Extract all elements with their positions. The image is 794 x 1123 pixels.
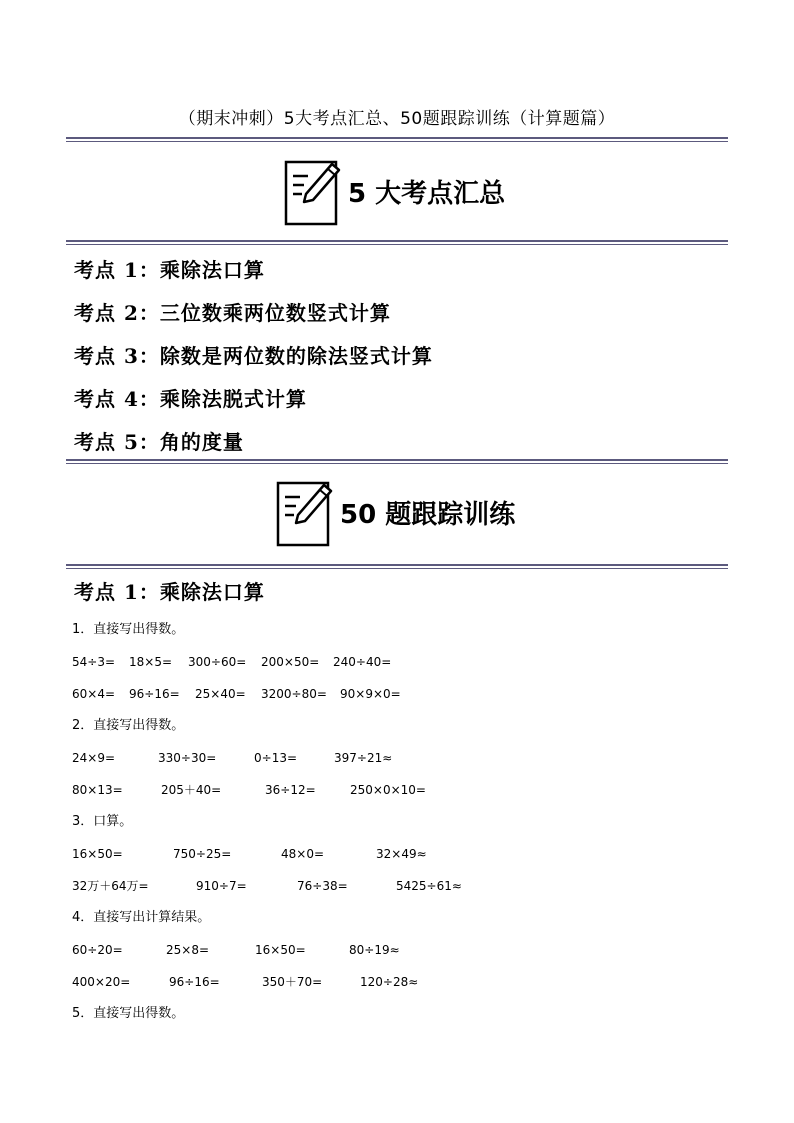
question-title: 1．直接写出得数。	[72, 622, 185, 637]
problem-item: 60÷20=	[72, 943, 123, 957]
question-title: 4．直接写出计算结果。	[72, 910, 211, 925]
banner-training	[276, 477, 515, 547]
problem-row	[72, 845, 732, 877]
problem-item: 3200÷80=	[261, 687, 327, 701]
problem-item: 96÷16=	[169, 975, 220, 989]
problem-row	[72, 653, 732, 685]
notepad-pencil-icon	[276, 477, 334, 547]
problem-row	[72, 749, 732, 781]
banner-summary-label: 5 大考点汇总	[348, 178, 506, 209]
problem-item: 397÷21≈	[334, 751, 393, 765]
problem-item: 240÷40=	[333, 655, 392, 669]
problem-item: 330÷30=	[158, 751, 217, 765]
problem-list	[72, 621, 732, 1037]
problem-item: 16×50=	[255, 943, 306, 957]
divider	[66, 240, 728, 245]
problem-item: 910÷7=	[196, 879, 247, 893]
problem-item: 60×4=	[72, 687, 116, 701]
problem-item: 200×50=	[261, 655, 320, 669]
problem-item: 48×0=	[281, 847, 325, 861]
problem-item: 32万＋64万=	[72, 879, 149, 893]
divider	[66, 564, 728, 569]
key-point-item: 考点 1：乘除法口算	[74, 258, 265, 282]
problem-item: 36÷12=	[265, 783, 316, 797]
problem-row	[72, 685, 732, 717]
divider	[66, 137, 728, 142]
key-point-list	[74, 256, 433, 471]
page-title: （期末冲刺）5大考点汇总、50题跟踪训练（计算题篇）	[178, 109, 616, 129]
problem-item: 400×20=	[72, 975, 131, 989]
problem-item: 120÷28≈	[360, 975, 419, 989]
banner-training-label: 50 题跟踪训练	[340, 499, 516, 530]
key-point-item: 考点 5：角的度量	[74, 430, 244, 454]
notepad-pencil-icon	[284, 156, 342, 226]
section-heading: 考点 1：乘除法口算	[74, 580, 265, 604]
question-title: 2．直接写出得数。	[72, 718, 185, 733]
problem-row	[72, 973, 732, 1005]
problem-item: 76÷38=	[297, 879, 348, 893]
problem-item: 90×9×0=	[340, 687, 401, 701]
problem-item: 32×49≈	[376, 847, 427, 861]
problem-item: 25×40=	[195, 687, 246, 701]
divider	[66, 459, 728, 464]
problem-row	[72, 941, 732, 973]
problem-item: 0÷13=	[254, 751, 298, 765]
question-title: 5．直接写出得数。	[72, 1006, 185, 1021]
problem-row	[72, 781, 732, 813]
problem-item: 16×50=	[72, 847, 123, 861]
problem-item: 24×9=	[72, 751, 116, 765]
problem-item: 250×0×10=	[350, 783, 426, 797]
problem-item: 80×13=	[72, 783, 123, 797]
problem-item: 750÷25=	[173, 847, 232, 861]
problem-item: 350＋70=	[262, 975, 323, 989]
problem-item: 96÷16=	[129, 687, 180, 701]
problem-item: 5425÷61≈	[396, 879, 462, 893]
problem-item: 25×8=	[166, 943, 210, 957]
problem-item: 80÷19≈	[349, 943, 400, 957]
problem-item: 18×5=	[129, 655, 173, 669]
banner-summary	[284, 156, 505, 226]
key-point-item: 考点 3：除数是两位数的除法竖式计算	[74, 344, 433, 368]
question-title: 3．口算。	[72, 814, 133, 829]
problem-row	[72, 877, 732, 909]
key-point-item: 考点 4：乘除法脱式计算	[74, 387, 307, 411]
problem-item: 300÷60=	[188, 655, 247, 669]
key-point-item: 考点 2：三位数乘两位数竖式计算	[74, 301, 391, 325]
problem-item: 205＋40=	[161, 783, 222, 797]
problem-item: 54÷3=	[72, 655, 116, 669]
